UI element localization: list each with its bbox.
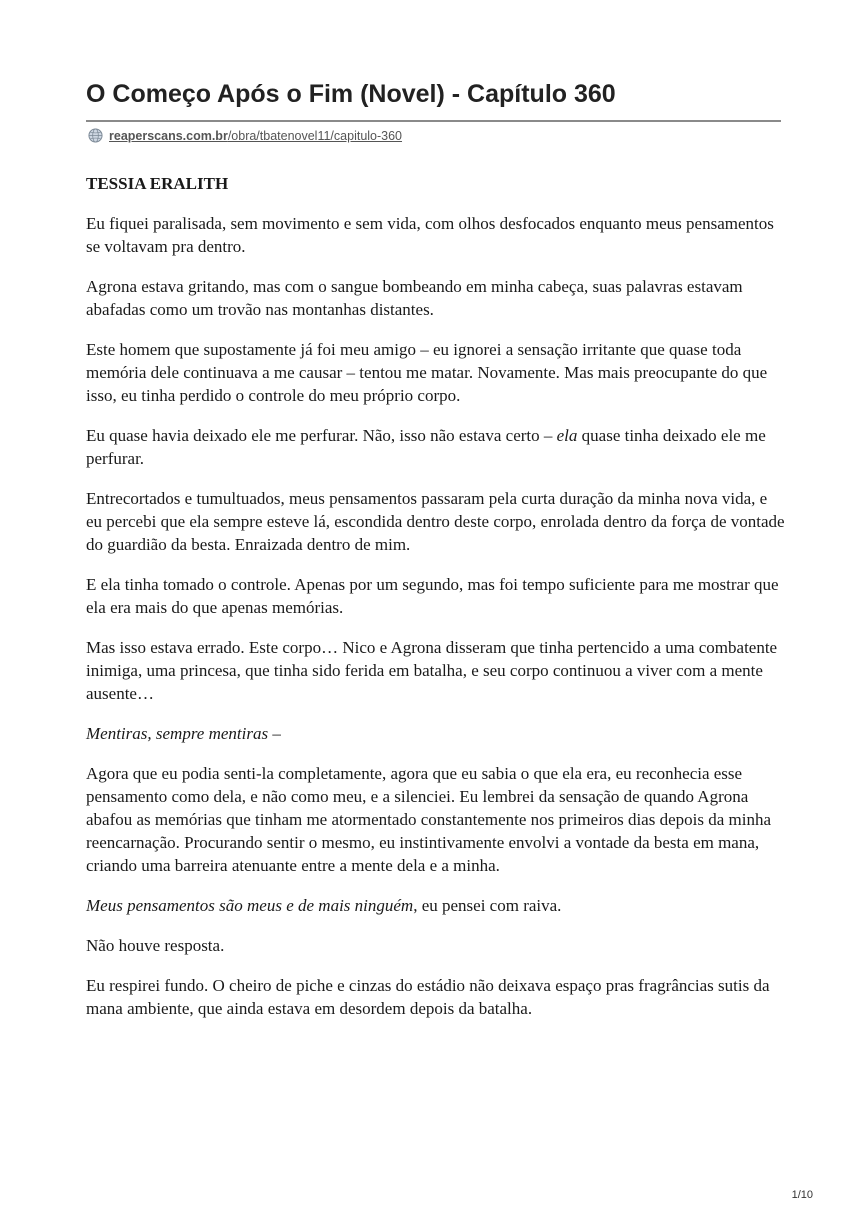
paragraph-8 (86, 722, 786, 745)
paragraph-8-part-b: – (268, 724, 281, 743)
paragraph-4 (86, 424, 786, 470)
paragraph-10-part-b: , eu pensei com raiva. (413, 896, 562, 915)
paragraph-10-emphasis: Meus pensamentos são meus e de mais ninguém (86, 896, 414, 915)
title-divider (86, 120, 781, 122)
paragraph-9: Agora que eu podia senti-la completamente, agora que eu sabia o que ela era, eu reconhecia esse pensamento como dela, e não como meu, e a silenciei. Eu lembrei da sensação de quando Agrona abafou as memórias que tinham me atormentado constantemente nos primeiros dias depois da minha reencarnação. Procurando sentir o mesmo, eu instintivamente envolvi a vontade da besta em mana, criando uma barreira atenuante entre a mente dela e a minha. (86, 764, 772, 875)
paragraph-4-emphasis: ela (556, 426, 578, 445)
source-line (88, 128, 402, 143)
paragraph-4-part-a: Eu quase havia deixado ele me perfurar. Não, isso não estava certo – (86, 426, 557, 445)
source-url-link[interactable] (109, 129, 402, 143)
article-body (86, 172, 786, 1037)
source-path: /obra/tbatenovel11/capitulo-360 (227, 128, 403, 143)
paragraph-7: Mas isso estava errado. Este corpo… Nico e Agrona disseram que tinha pertencido a uma combatente inimiga, uma princesa, que tinha sido ferida em batalha, e seu corpo continuou a viver com a mente ausente… (86, 638, 778, 703)
page-title: O Começo Após o Fim (Novel) - Capítulo 360 (86, 80, 616, 108)
paragraph-10 (86, 894, 786, 917)
section-heading: TESSIA ERALITH (86, 174, 229, 193)
paragraph-1: Eu fiquei paralisada, sem movimento e sem vida, com olhos desfocados enquanto meus pensamentos se voltavam pra dentro. (86, 214, 774, 256)
paragraph-8-emphasis: Mentiras, sempre mentiras (86, 724, 269, 743)
page-number: 1/10 (791, 1189, 813, 1201)
paragraph-11: Não houve resposta. (86, 936, 225, 955)
paragraph-5: Entrecortados e tumultuados, meus pensamentos passaram pela curta duração da minha nova vida, e eu percebi que ela sempre esteve lá, escondida dentro deste corpo, enrolada dentro da força de vontade do guardião da besta. Enraizada dentro de mim. (86, 489, 785, 554)
paragraph-12: Eu respirei fundo. O cheiro de piche e cinzas do estádio não deixava espaço pras fragrâncias sutis da mana ambiente, que ainda estava em desordem depois da batalha. (86, 976, 770, 1018)
globe-icon (88, 128, 103, 143)
paragraph-2: Agrona estava gritando, mas com o sangue bombeando em minha cabeça, suas palavras estavam abafadas como um trovão nas montanhas distantes. (86, 277, 743, 319)
paragraph-6: E ela tinha tomado o controle. Apenas por um segundo, mas foi tempo suficiente para me mostrar que ela era mais do que apenas memórias. (86, 575, 779, 617)
paragraph-4-part-b: quase tinha deixado ele me perfurar. (86, 426, 766, 468)
paragraph-3: Este homem que supostamente já foi meu amigo – eu ignorei a sensação irritante que quase toda memória dele continuava a me causar – tentou me matar. Novamente. Mas mais preocupante do que isso, eu tinha perdido o controle do meu próprio corpo. (86, 340, 768, 405)
source-domain: reaperscans.com.br (109, 128, 228, 143)
